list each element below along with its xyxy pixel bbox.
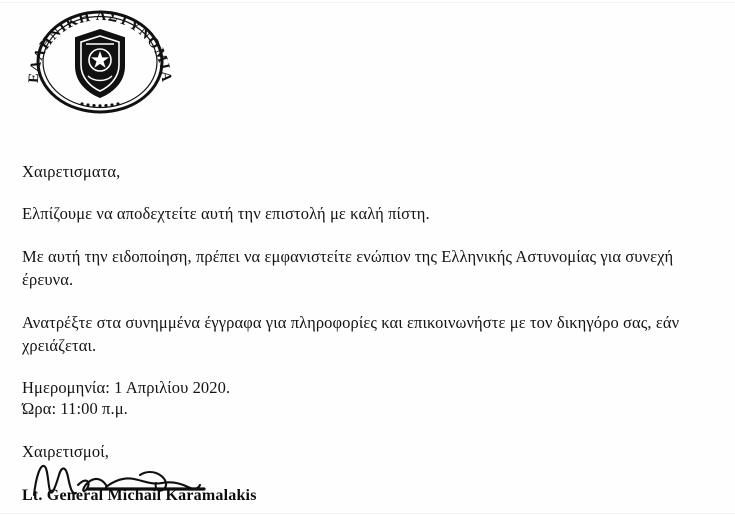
greeting-line: Χαιρετισματα, (22, 162, 121, 181)
paragraph-1: Ελπίζουμε να αποδεχτείτε αυτή την επιστολή με καλή πίστη. (22, 204, 430, 224)
letter-body (22, 160, 722, 505)
signatory-name: Lt. General Michail Karamalakis (22, 487, 257, 505)
hellenic-police-emblem (20, 8, 180, 116)
paragraph-2: Με αυτή την ειδοποίηση, πρέπει να εμφανιστείτε ενώπιον της Ελληνικής Αστυνομίας για συνεχή έρευνα. (22, 246, 674, 290)
time-line: Ώρα: 11:00 π.μ. (22, 399, 128, 419)
date-time-block (22, 377, 722, 421)
date-line: Ημερομηνία: 1 Απριλίου 2020. (22, 377, 231, 397)
svg-text:ΕΛΛΗΝΙΚΗ ΑΣΤΥΝΟΜΙΑ: ΕΛΛΗΝΙΚΗ ΑΣΤΥΝΟΜΙΑ (25, 8, 175, 84)
scan-artifact (0, 513, 735, 514)
paragraph-3: Ανατρέξτε στα συνημμένα έγγραφα για πληροφορίες και επικοινωνήστε με τον δικηγόρο σας, εάν χρειάζεται. (22, 312, 680, 356)
scan-artifact (0, 2, 735, 3)
handwritten-signature (28, 455, 228, 505)
closing-line: Χαιρετισμοί, (22, 442, 109, 462)
